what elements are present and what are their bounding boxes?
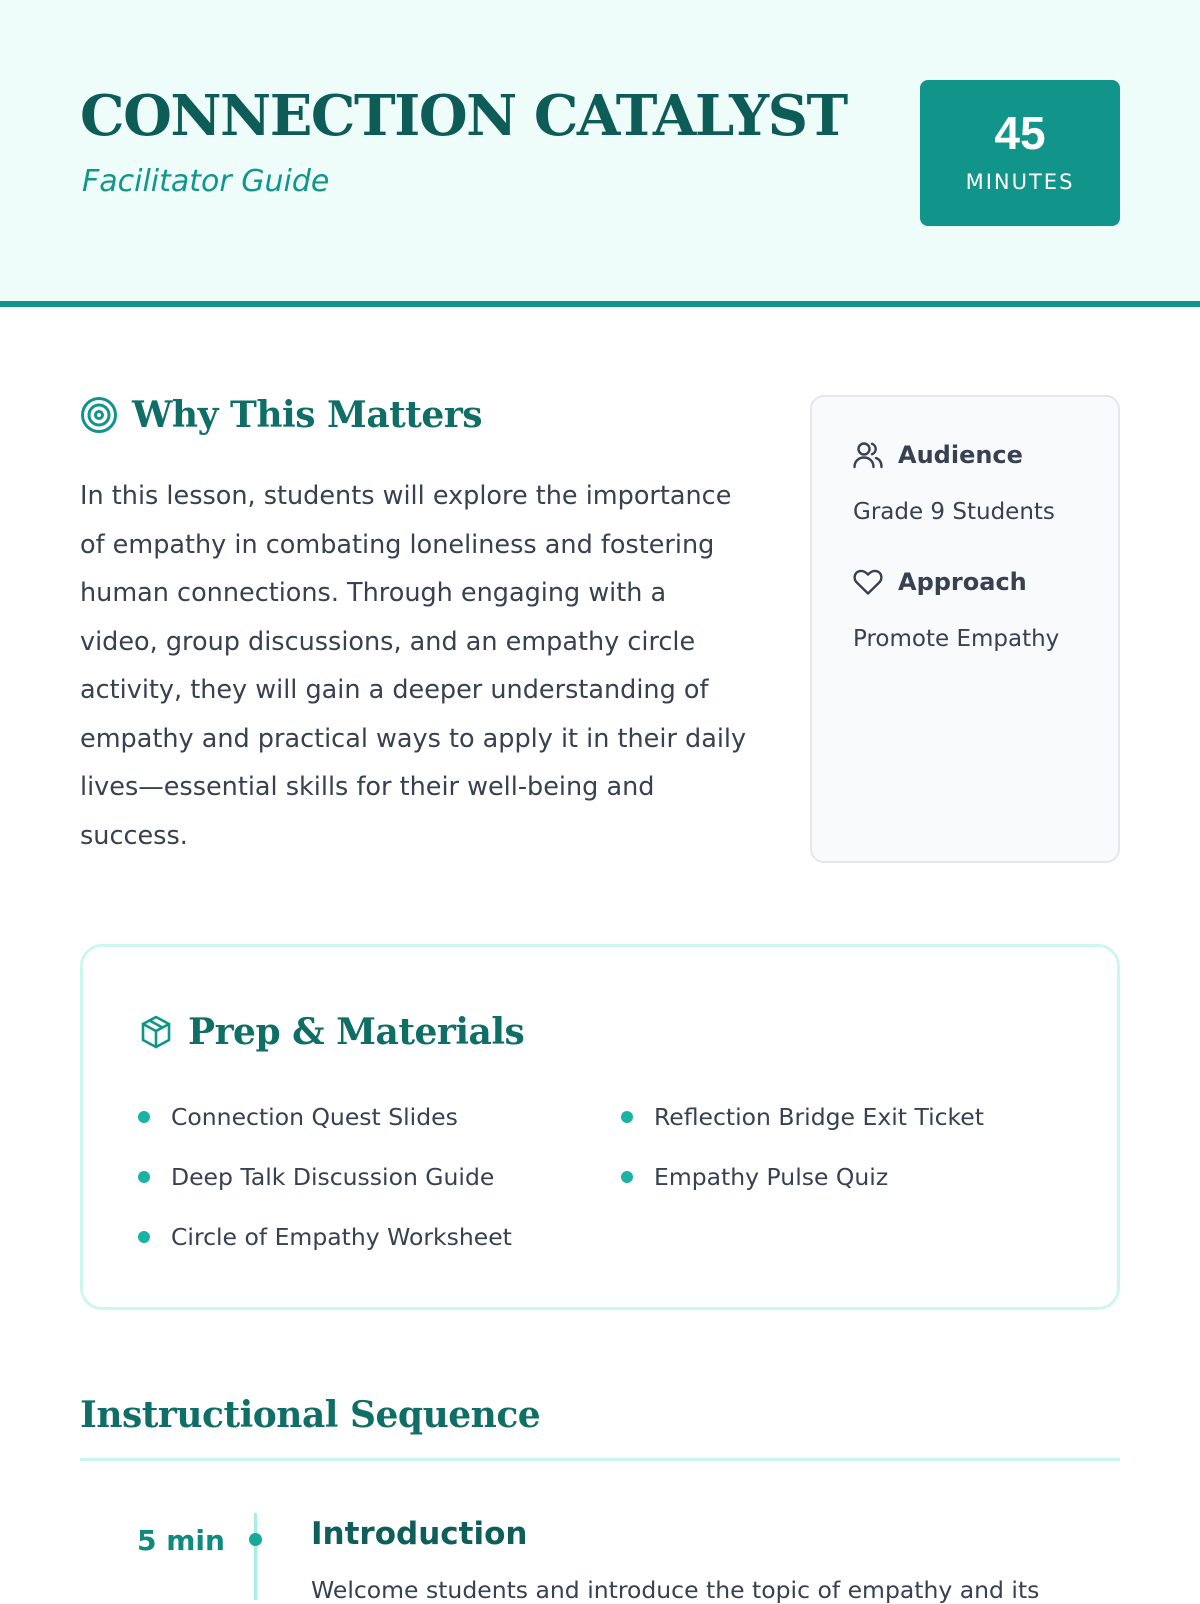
page-title: CONNECTION CATALYST [80, 83, 847, 149]
page-subtitle: Facilitator Guide [82, 164, 330, 199]
step-title: Introduction [311, 1516, 528, 1552]
prep-title: Prep & Materials [188, 1011, 525, 1053]
prep-heading [138, 1009, 524, 1055]
duration-badge [920, 80, 1120, 226]
lesson-info-card [810, 395, 1120, 863]
timeline-dot-icon [249, 1533, 262, 1546]
page-header [0, 0, 1200, 307]
audience-label-row [852, 439, 1023, 471]
material-label: Connection Quest Slides [171, 1103, 458, 1131]
bullet-icon [138, 1171, 150, 1183]
step-description: Welcome students and introduce the topic of empathy and its [311, 1576, 1040, 1604]
users-icon [852, 439, 898, 471]
material-label: Reflection Bridge Exit Ticket [654, 1103, 984, 1131]
target-icon [80, 396, 118, 434]
material-label: Circle of Empathy Worksheet [171, 1223, 512, 1251]
approach-label: Approach [898, 568, 1027, 596]
bullet-icon [621, 1111, 633, 1123]
audience-value: Grade 9 Students [853, 499, 1055, 525]
material-label: Deep Talk Discussion Guide [171, 1163, 495, 1191]
sequence-divider [80, 1458, 1120, 1461]
bullet-icon [138, 1231, 150, 1243]
prep-materials-card [80, 944, 1120, 1310]
heart-icon [852, 566, 898, 598]
why-title: Why This Matters [132, 394, 483, 436]
step-time: 5 min [137, 1524, 225, 1557]
material-label: Empathy Pulse Quiz [654, 1163, 889, 1191]
timeline-line [254, 1513, 257, 1600]
audience-label: Audience [898, 441, 1023, 469]
sequence-title: Instructional Sequence [80, 1394, 541, 1436]
why-body: In this lesson, students will explore the importance of empathy in combating loneliness and fostering human connections. Through engaging with a video, group discussions, and an empathy circle activity, they will gain a deeper understanding of empathy and practical ways to apply it in their daily lives—essential skills for their well-being and success. [80, 481, 747, 851]
approach-value: Promote Empathy [853, 626, 1060, 652]
duration-value: 45 [994, 107, 1046, 159]
duration-unit: MINUTES [965, 170, 1075, 194]
package-icon [138, 1014, 188, 1050]
bullet-icon [621, 1171, 633, 1183]
bullet-icon [138, 1111, 150, 1123]
why-heading [80, 392, 482, 438]
approach-label-row [852, 566, 1027, 598]
